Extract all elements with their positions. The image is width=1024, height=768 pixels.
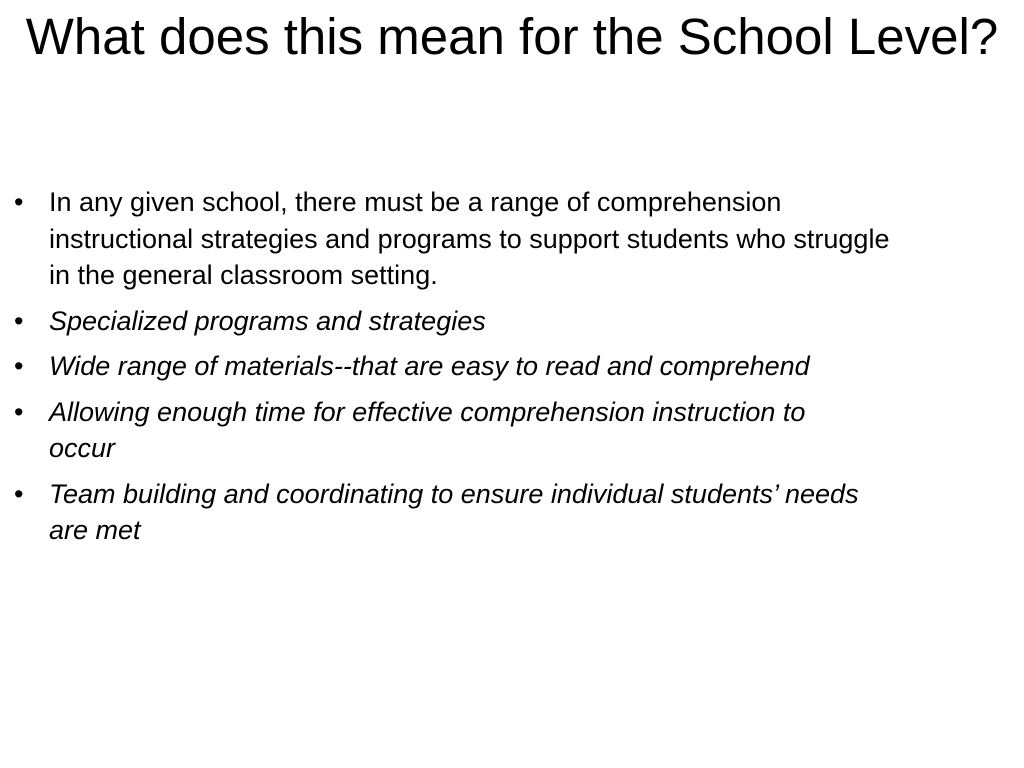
bullet-item <box>0 394 849 467</box>
bullet-marker: • <box>14 187 24 217</box>
bullet-list <box>0 184 1000 558</box>
slide-title: What does this mean for the School Level? <box>25 8 999 65</box>
bullet-text: Wide range of materials--that are easy to read and comprehend <box>49 351 810 381</box>
bullet-text: In any given school, there must be a range of comprehension instructional strategies and programs to support students who struggle in the general classroom setting. <box>49 187 890 290</box>
bullet-marker: • <box>14 478 24 509</box>
bullet-marker: • <box>14 305 24 336</box>
bullet-item <box>0 303 899 340</box>
bullet-text: Allowing enough time for effective comprehension instruction to occur <box>49 396 806 463</box>
bullet-text: Specialized programs and strategies <box>49 305 486 336</box>
bullet-marker: • <box>14 351 24 381</box>
bullet-item <box>0 348 849 385</box>
bullet-marker: • <box>14 396 24 427</box>
bullet-text: Team building and coordinating to ensure individual students’ needs are met <box>49 478 859 545</box>
bullet-item <box>0 476 879 549</box>
bullet-item <box>0 184 899 294</box>
